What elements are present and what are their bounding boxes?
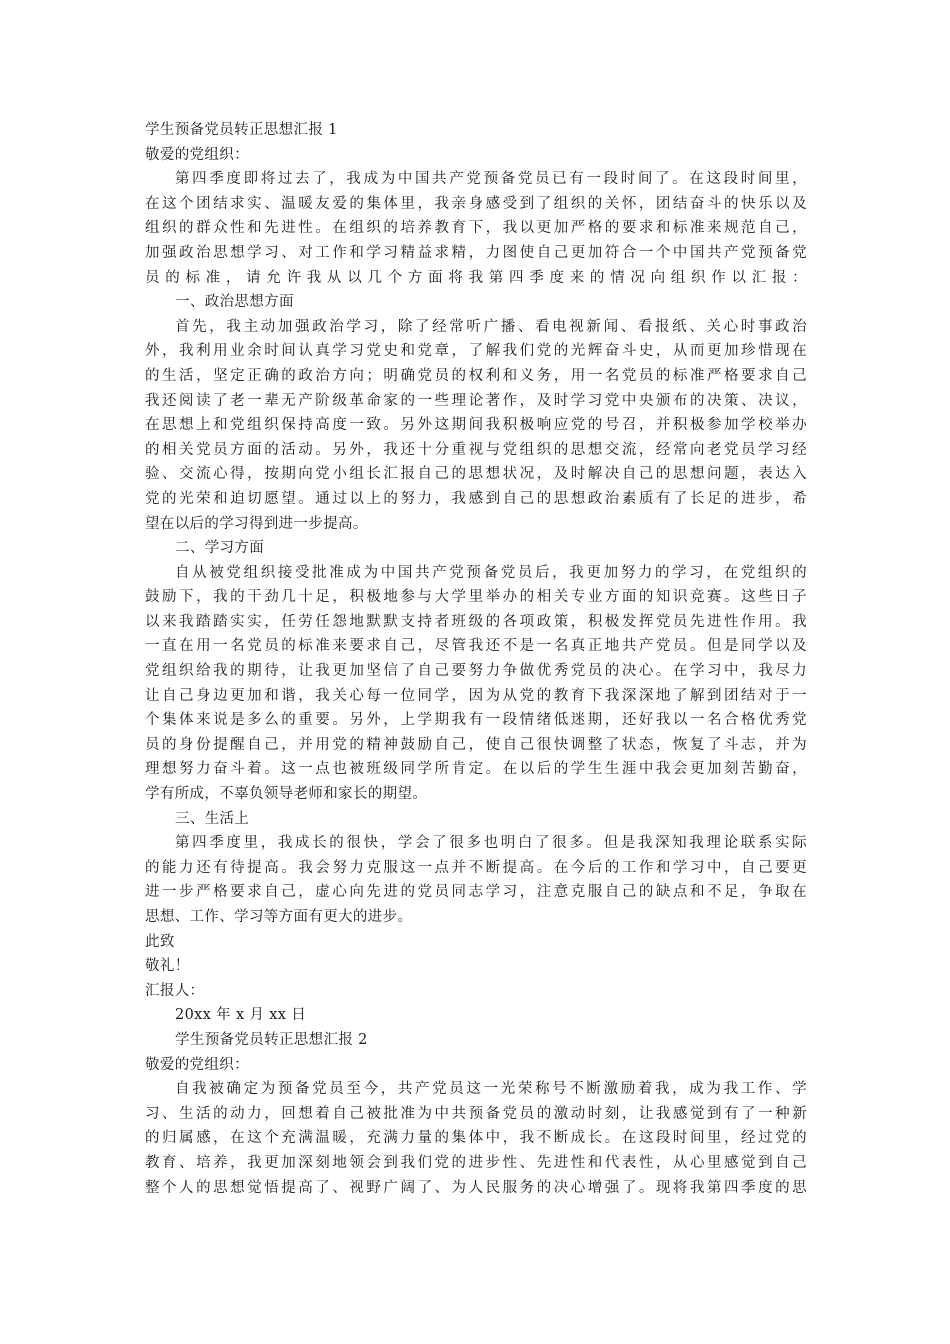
paragraph-line: 验、交流心得，按期向党小组长汇报自己的思想状况，及时解决自己的思想问题，表达入 xyxy=(145,466,807,483)
paragraph-line: 整个人的思想觉悟提高了、视野广阔了、为人民服务的决心增强了。现将我第四季度的思 xyxy=(145,1179,807,1196)
paragraph-line: 党的光荣和迫切愿望。通过以上的努力，我感到自己的思想政治素质有了长足的进步，希 xyxy=(145,490,807,507)
closing-salute: 此致 xyxy=(145,933,175,950)
part2-paragraph xyxy=(145,1077,807,1200)
paragraph-line: 教育、培养，我更加深刻地领会到我们党的进步性、先进性和代表性，从心里感觉到自己 xyxy=(145,1154,807,1171)
politics-paragraph xyxy=(145,315,807,536)
paragraph-line: 的归属感，在这个充满温暖，充满力量的集体中，我不断成长。在这段时间里，经过党的 xyxy=(145,1130,807,1147)
paragraph-line: 我还阅读了老一辈无产阶级革命家的一些理论著作，及时学习党中央颁布的决策、决议， xyxy=(145,392,807,409)
paragraph-line: 一直在用一名党员的标准来要求自己，尽管我还不是一名真正地共产党员。但是同学以及 xyxy=(145,638,807,655)
section-heading-study: 二、学习方面 xyxy=(175,540,265,557)
section-heading-politics: 一、政治思想方面 xyxy=(175,294,294,311)
closing-regards: 敬礼！ xyxy=(145,958,190,975)
study-paragraph xyxy=(145,561,807,807)
paragraph-line: 的能力还有待提高。我会努力克服这一点并不断提高。在今后的工作和学习中，自己要更 xyxy=(145,859,807,876)
paragraph-line: 首先，我主动加强政治学习，除了经常听广播、看电视新闻、看报纸、关心时事政治 xyxy=(175,318,807,335)
salutation-2: 敬爱的党组织： xyxy=(145,1056,249,1073)
paragraph-line: 的生活，坚定正确的政治方向；明确党员的权利和义务，用一名党员的标准严格要求自己 xyxy=(145,367,807,384)
paragraph-line: 让自己身边更加和谐，我关心每一位同学，因为从党的教育下我深深地了解到团结对于一 xyxy=(145,687,807,704)
paragraph-line: 自我被确定为预备党员至今，共产党员这一光荣称号不断激励着我，成为我工作、学 xyxy=(175,1081,807,1098)
paragraph-line: 党组织给我的期待，让我更加坚信了自己要努力争做优秀党员的决心。在学习中，我尽力 xyxy=(145,663,807,680)
reporter-label: 汇报人： xyxy=(145,982,205,999)
report-date: 20xx 年 x 月 xx 日 xyxy=(175,1007,307,1024)
paragraph-line: 以来我踏踏实实，任劳任怨地默默支持者班级的各项政策，积极发挥党员先进性作用。我 xyxy=(145,613,807,630)
paragraph-line: 学有所成，不辜负领导老师和家长的期望。 xyxy=(145,786,428,803)
section-heading-life: 三、生活上 xyxy=(175,810,250,827)
paragraph-line: 第四季度即将过去了，我成为中国共产党预备党员已有一段时间了。在这段时间里， xyxy=(175,171,807,188)
life-paragraph xyxy=(145,831,807,929)
paragraph-line: 员的标准，请允许我从以几个方面将我第四季度来的情况向组织作以汇报： xyxy=(145,269,807,286)
paragraph-line: 外，我利用业余时间认真学习党史和党章，了解我们党的光辉奋斗史，从而更加珍惜现在 xyxy=(145,343,807,360)
paragraph-line: 进一步严格要求自己，虚心向先进的党员同志学习，注意克服自己的缺点和不足，争取在 xyxy=(145,884,807,901)
paragraph-line: 第四季度里，我成长的很快，学会了很多也明白了很多。但是我深知我理论联系实际 xyxy=(175,835,807,852)
paragraph-line: 的相关党员方面的活动。另外，我还十分重视与党组织的思想交流，经常向老党员学习经 xyxy=(145,441,807,458)
paragraph-line: 员的身份提醒自己，并用党的精神鼓励自己，使自己很快调整了状态，恢复了斗志，并为 xyxy=(145,736,807,753)
paragraph-line: 加强政治思想学习、对工作和学习精益求精，力图使自己更加符合一个中国共产党预备党 xyxy=(145,244,807,261)
paragraph-line: 习、生活的动力，回想着自己被批准为中共预备党员的激动时刻，让我感觉到有了一种新 xyxy=(145,1105,807,1122)
document-page xyxy=(145,118,807,1200)
document-title-1: 学生预备党员转正思想汇报 1 xyxy=(145,122,338,138)
paragraph-line: 组织的群众性和先进性。在组织的培养教育下，我以更加严格的要求和标准来规范自己， xyxy=(145,220,807,237)
paragraph-line: 在思想上和党组织保持高度一致。另外这期间我积极响应党的号召，并积极参加学校举办 xyxy=(145,417,807,434)
paragraph-line: 鼓励下，我的干劲几十足，积极地参与大学里举办的相关专业方面的知识竞赛。这些日子 xyxy=(145,589,807,606)
salutation-1: 敬爱的党组织： xyxy=(145,146,249,163)
document-title-2: 学生预备党员转正思想汇报 2 xyxy=(175,1031,368,1048)
intro-paragraph xyxy=(145,167,807,290)
paragraph-line: 个集体来说是多么的重要。另外，上学期我有一段情绪低迷期，还好我以一名合格优秀党 xyxy=(145,712,807,729)
paragraph-line: 理想努力奋斗着。这一点也被班级同学所肯定。在以后的学生生涯中我会更加刻苦勤奋， xyxy=(145,761,807,778)
paragraph-line: 望在以后的学习得到进一步提高。 xyxy=(145,515,368,532)
paragraph-line: 在这个团结求实、温暖友爱的集体里，我亲身感受到了组织的关怀，团结奋斗的快乐以及 xyxy=(145,195,807,212)
paragraph-line: 思想、工作、学习等方面有更大的进步。 xyxy=(145,909,413,925)
paragraph-line: 自从被党组织接受批准成为中国共产党预备党员后，我更加努力的学习，在党组织的 xyxy=(175,564,807,581)
